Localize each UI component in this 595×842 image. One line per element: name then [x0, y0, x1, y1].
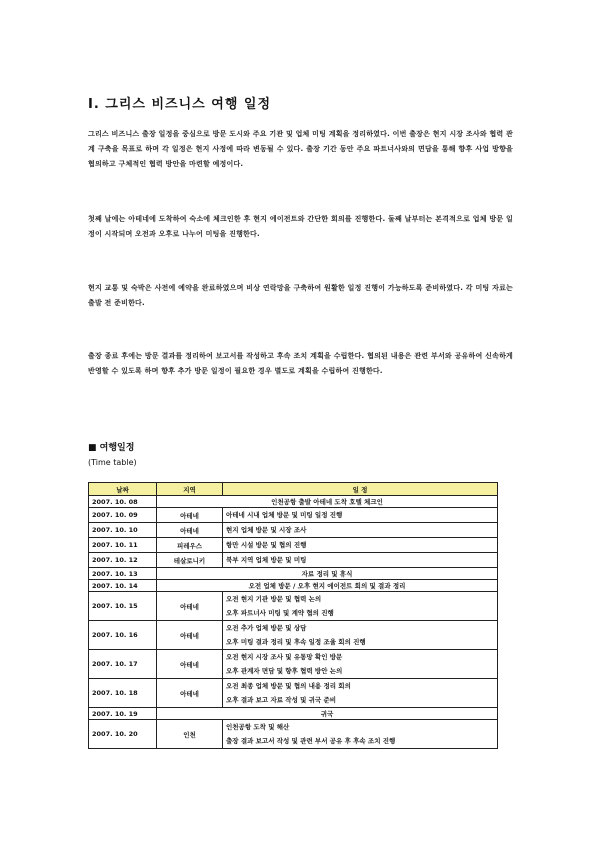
section-heading: Ⅰ. 그리스 비즈니스 여행 일정 [88, 97, 272, 112]
table-row [89, 553, 498, 568]
cell-plan [223, 553, 498, 568]
table-row [89, 592, 498, 621]
header-region: 지역 [157, 483, 223, 496]
paragraph-2: 첫째 날에는 아테네에 도착하여 숙소에 체크인한 후 현지 에이전트와 간단한 회의를 진행한다. 둘째 날부터는 본격적으로 업체 방문 일정이 시작되며 오전과 오후로 나누어 미팅을 진행한다. [88, 215, 513, 238]
paragraph-1: 그리스 비즈니스 출장 일정을 중심으로 방문 도시와 주요 기관 및 업체 미팅 계획을 정리하였다. 이번 출장은 현지 시장 조사와 협력 관계 구축을 목표로 하며 각 일정은 현지 사정에 따라 변동될 수 있다. 출장 기간 동안 주요 파트너사와의 면담을 통해 향후 사업 방향을 협의하고 구체적인 협력 방안을 마련할 예정이다. [88, 130, 513, 168]
cell-date: 2007. 10. 16 [89, 621, 157, 650]
cell-date: 2007. 10. 11 [89, 538, 157, 553]
plan-line: 북부 지역 업체 방문 및 미팅 [226, 556, 307, 564]
schedule-title: ■ 여행일정 [88, 443, 135, 453]
cell-plan: 오전 업체 방문 / 오후 현지 에이전트 회의 및 결과 정리 [157, 580, 498, 592]
cell-plan [223, 592, 498, 621]
plan-line: 오후 관계자 면담 및 향후 협력 방안 논의 [226, 667, 343, 675]
cell-region: 아테네 [157, 621, 223, 650]
cell-plan: 귀국 [157, 708, 498, 720]
cell-date: 2007. 10. 17 [89, 650, 157, 679]
table-row [89, 568, 498, 580]
cell-region: 아테네 [157, 679, 223, 708]
cell-plan [223, 538, 498, 553]
cell-region: 피레우스 [157, 538, 223, 553]
table-row [89, 580, 498, 592]
cell-region: 아테네 [157, 523, 223, 538]
cell-plan [223, 650, 498, 679]
cell-plan [223, 523, 498, 538]
table-row [89, 496, 498, 508]
schedule-table [88, 482, 498, 749]
cell-date: 2007. 10. 15 [89, 592, 157, 621]
cell-region: 테살로니키 [157, 553, 223, 568]
table-row [89, 679, 498, 708]
schedule-body [89, 496, 498, 749]
cell-date: 2007. 10. 10 [89, 523, 157, 538]
plan-line: 오전 현지 기관 방문 및 협력 논의 [226, 595, 322, 603]
plan-line: 현지 업체 방문 및 시장 조사 [226, 526, 307, 534]
cell-plan [223, 679, 498, 708]
plan-line: 오후 결과 보고 자료 작성 및 귀국 준비 [226, 696, 337, 704]
plan-line: 오후 파트너사 미팅 및 계약 협의 진행 [226, 609, 334, 617]
cell-date: 2007. 10. 18 [89, 679, 157, 708]
cell-date: 2007. 10. 09 [89, 508, 157, 523]
cell-date: 2007. 10. 19 [89, 708, 157, 720]
cell-date: 2007. 10. 13 [89, 568, 157, 580]
plan-line: 인천공항 도착 및 해산 [226, 723, 290, 731]
cell-plan [223, 621, 498, 650]
table-row [89, 708, 498, 720]
paragraph-4: 출장 종료 후에는 방문 결과를 정리하여 보고서를 작성하고 후속 조치 계획을 수립한다. 협의된 내용은 관련 부서와 공유하여 신속하게 반영할 수 있도록 하며 향후 추가 방문 일정이 필요한 경우 별도로 계획을 수립하여 진행한다. [88, 352, 513, 375]
table-row [89, 508, 498, 523]
cell-date: 2007. 10. 20 [89, 720, 157, 749]
plan-line: 항만 시설 방문 및 협의 진행 [226, 541, 307, 549]
cell-plan [223, 508, 498, 523]
paragraph-3: 현지 교통 및 숙박은 사전에 예약을 완료하였으며 비상 연락망을 구축하여 원활한 일정 진행이 가능하도록 준비하였다. 각 미팅 자료는 출발 전 준비한다. [88, 284, 513, 307]
plan-line: 아테네 시내 업체 방문 및 미팅 일정 진행 [226, 511, 343, 519]
table-row [89, 621, 498, 650]
table-row [89, 650, 498, 679]
cell-plan [223, 720, 498, 749]
plan-line: 오후 미팅 결과 정리 및 후속 일정 조율 회의 진행 [226, 638, 366, 646]
plan-line: 오전 현지 시장 조사 및 유통망 확인 방문 [226, 653, 343, 661]
cell-region: 아테네 [157, 650, 223, 679]
header-plan: 일 정 [223, 483, 498, 496]
cell-region: 인천 [157, 720, 223, 749]
cell-date: 2007. 10. 08 [89, 496, 157, 508]
plan-line: 오전 최종 업체 방문 및 협의 내용 정리 회의 [226, 682, 351, 690]
cell-plan: 인천공항 출발 아테네 도착 호텔 체크인 [157, 496, 498, 508]
table-row [89, 523, 498, 538]
schedule-caption: (Time table) [88, 458, 137, 467]
cell-plan: 자료 정리 및 휴식 [157, 568, 498, 580]
cell-date: 2007. 10. 14 [89, 580, 157, 592]
table-row [89, 720, 498, 749]
cell-region: 아테네 [157, 508, 223, 523]
plan-line: 출장 결과 보고서 작성 및 관련 부서 공유 후 후속 조치 진행 [226, 737, 396, 745]
cell-date: 2007. 10. 12 [89, 553, 157, 568]
table-row [89, 538, 498, 553]
plan-line: 오전 추가 업체 방문 및 상담 [226, 624, 307, 632]
header-date: 날짜 [89, 483, 157, 496]
cell-region: 아테네 [157, 592, 223, 621]
